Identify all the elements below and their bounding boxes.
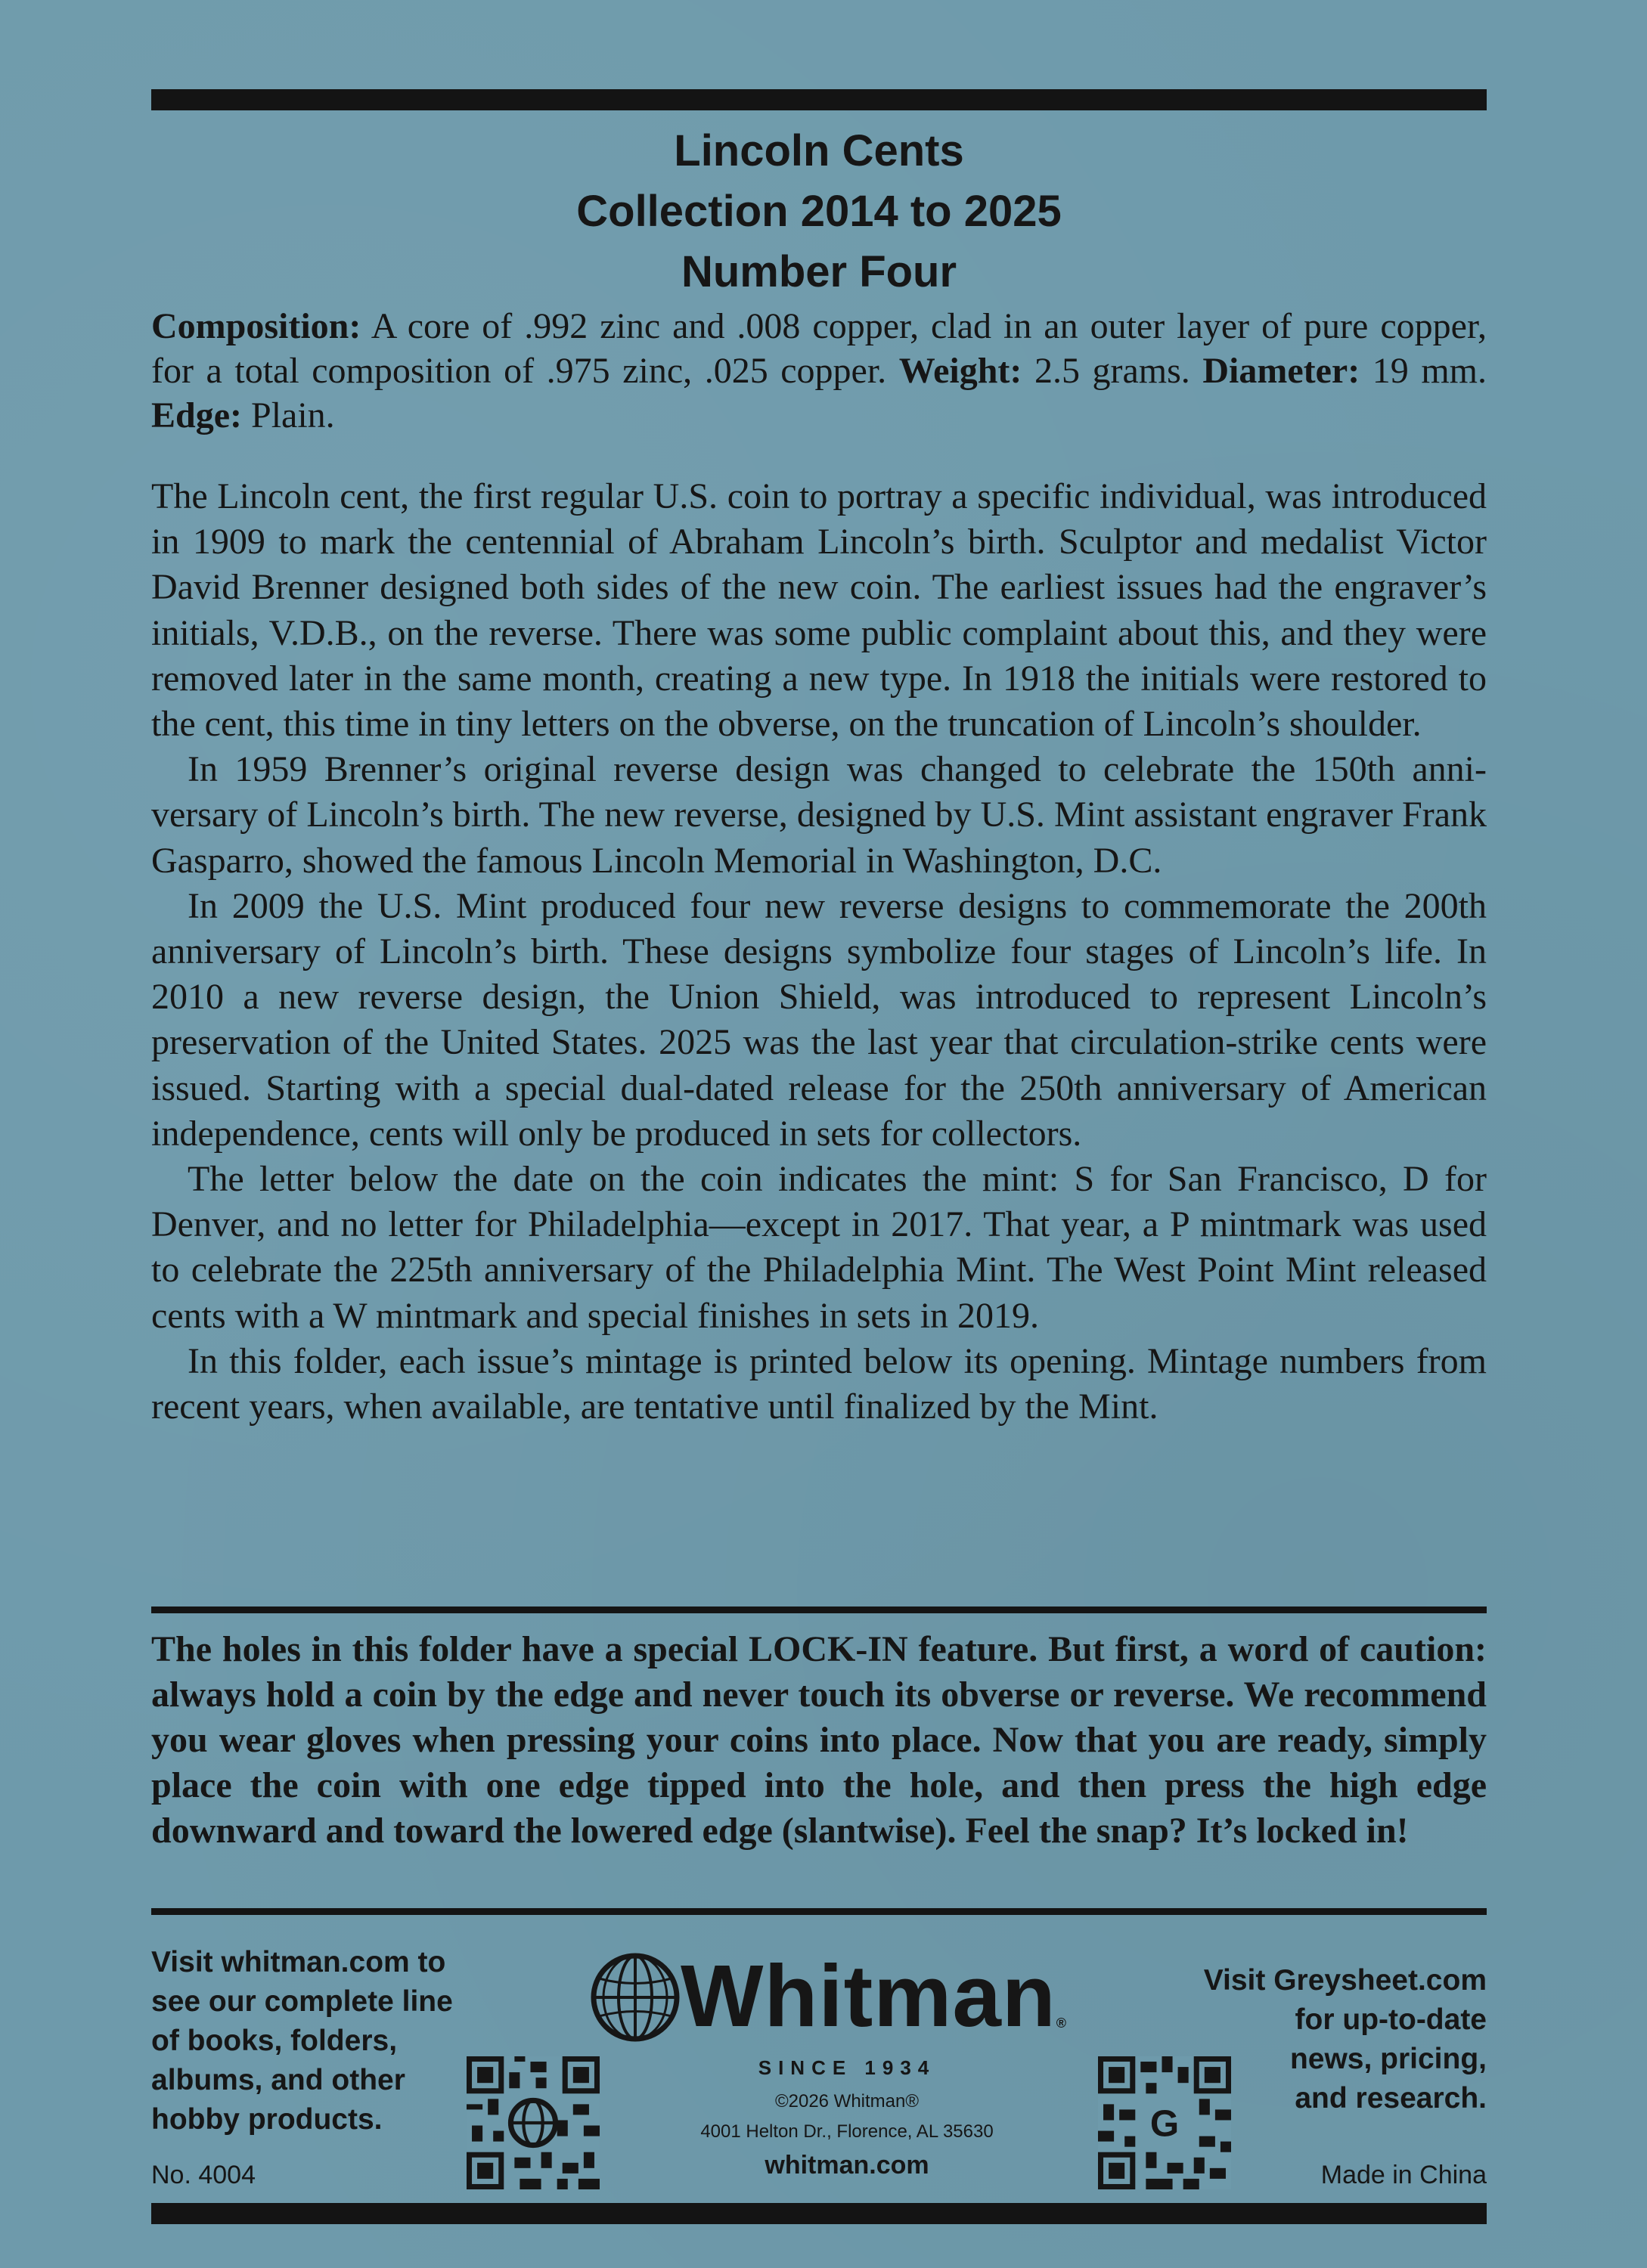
promo-line: for up-to-date [1295, 2003, 1487, 2036]
promo-line: see our complete line [151, 1985, 453, 2018]
address: 4001 Helton Dr., Florence, AL 35630 [700, 2121, 994, 2142]
weight-value: 2.5 grams. [1022, 351, 1203, 391]
paragraph: The Lincoln cent, the first regular U.S. coin to portray a specific individual, was introduced in 1909 to mark the centennial of Abraham Lincoln’s birth. Sculptor and medalist Victor David Brenner designed both sides of the new coin. The earliest issues had the engraver’s initials, V.D.B., on the reverse. There was some public complaint about this, and they were removed later in the same month, creating a new type. In 1918 the initials were restored to the cent, this time in tiny letters on the obverse, on the truncation of Lincoln’s shoulder. [151, 476, 1487, 745]
copyright: ©2026 Whitman® [774, 2091, 920, 2112]
website-link[interactable]: whitman.com [765, 2151, 929, 2180]
bottom-rule [151, 2203, 1487, 2224]
history-text [151, 474, 1487, 1430]
item-number: No. 4004 [151, 2161, 256, 2189]
svg-text:G: G [1149, 2102, 1180, 2145]
divider-rule [151, 1908, 1487, 1915]
title-block [151, 121, 1487, 302]
promo-line: of books, folders, [151, 2025, 398, 2057]
promo-line: Visit Greysheet.com [1203, 1964, 1487, 1997]
divider-rule [151, 1606, 1487, 1613]
greysheet-promo [1109, 1961, 1487, 2118]
composition-label: Composition: [151, 306, 361, 346]
page-title: Lincoln Cents [674, 126, 964, 175]
globe-icon [590, 1952, 681, 2043]
country-of-origin: Made in China [1320, 2161, 1487, 2189]
promo-line: and research. [1295, 2082, 1487, 2115]
publisher-info [650, 2087, 1044, 2183]
promo-line: hobby products. [151, 2103, 383, 2136]
lock-in-instructions: The holes in this folder have a special LOCK-IN feature. But first, a word of caution: always hold a coin by the edge and never touch its obverse or reverse. We recommend you wear gloves when pressing your coins into place. Now that you are ready, simply place the coin with one edge tipped into the hole, and then press the high edge downward and toward the lowered edge (slantwise). Feel the snap? It’s locked in! [151, 1629, 1487, 1851]
paragraph: In 2009 the U.S. Mint produced four new reverse designs to commemorate the 200th anniversary of Lincoln’s birth. These designs symbolize four stages of Lincoln’s life. In 2010 a new reverse design, the Union Shield, was introduced to represent Lincoln’s preservation of the United States. 2025 was the last year that circulation-strike cents were issued. Starting with a special dual-dated release for the 250th anniversary of American independence, cents will only be produced in sets for collectors. [151, 885, 1487, 1154]
edge-value: Plain. [242, 395, 335, 435]
brand-name: Whitman® [681, 1947, 1067, 2045]
paragraph: In this folder, each issue’s mintage is printed below its opening. Mintage numbers from recent years, when available, are tentative until finalized by the Mint. [151, 1340, 1487, 1427]
promo-line: albums, and other [151, 2064, 405, 2096]
diameter-label: Diameter: [1202, 351, 1360, 391]
folder-number: Number Four [681, 247, 957, 296]
whitman-qr-code-icon [467, 2056, 600, 2189]
coin-specifications [151, 304, 1487, 438]
edge-label: Edge: [151, 395, 242, 435]
promo-line: Visit whitman.com to [151, 1946, 446, 1978]
collection-subtitle: Collection 2014 to 2025 [576, 187, 1062, 236]
diameter-value: 19 mm. [1360, 351, 1487, 391]
promo-line: news, pricing, [1289, 2043, 1487, 2075]
paragraph: In 1959 Brenner’s original reverse design was changed to celebrate the 150th anniversary of Lincoln’s birth. The new reverse, designed by U.S. Mint assistant engraver Frank Gasparro, showed the famous Lincoln Memorial in Washington, D.C. [151, 749, 1487, 881]
top-rule [151, 89, 1487, 110]
paragraph: The letter below the date on the coin indicates the mint: S for San Francisco, D for Denver, and no letter for Philadelphia—except in 2017. That year, a P mintmark was used to celebrate the 225th anniversary of the Philadelphia Mint. The West Point Mint released cents with a W mintmark and special finishes in sets in 2019. [151, 1159, 1487, 1336]
since-year: SINCE 1934 [758, 2056, 936, 2079]
weight-label: Weight: [898, 351, 1022, 391]
composition-value: A core of .992 zinc and .008 copper, clad in an outer layer of pure copper, for a total composition of .975 zinc, .025 copper. [151, 306, 1487, 391]
whitman-logo [586, 1943, 1067, 2049]
